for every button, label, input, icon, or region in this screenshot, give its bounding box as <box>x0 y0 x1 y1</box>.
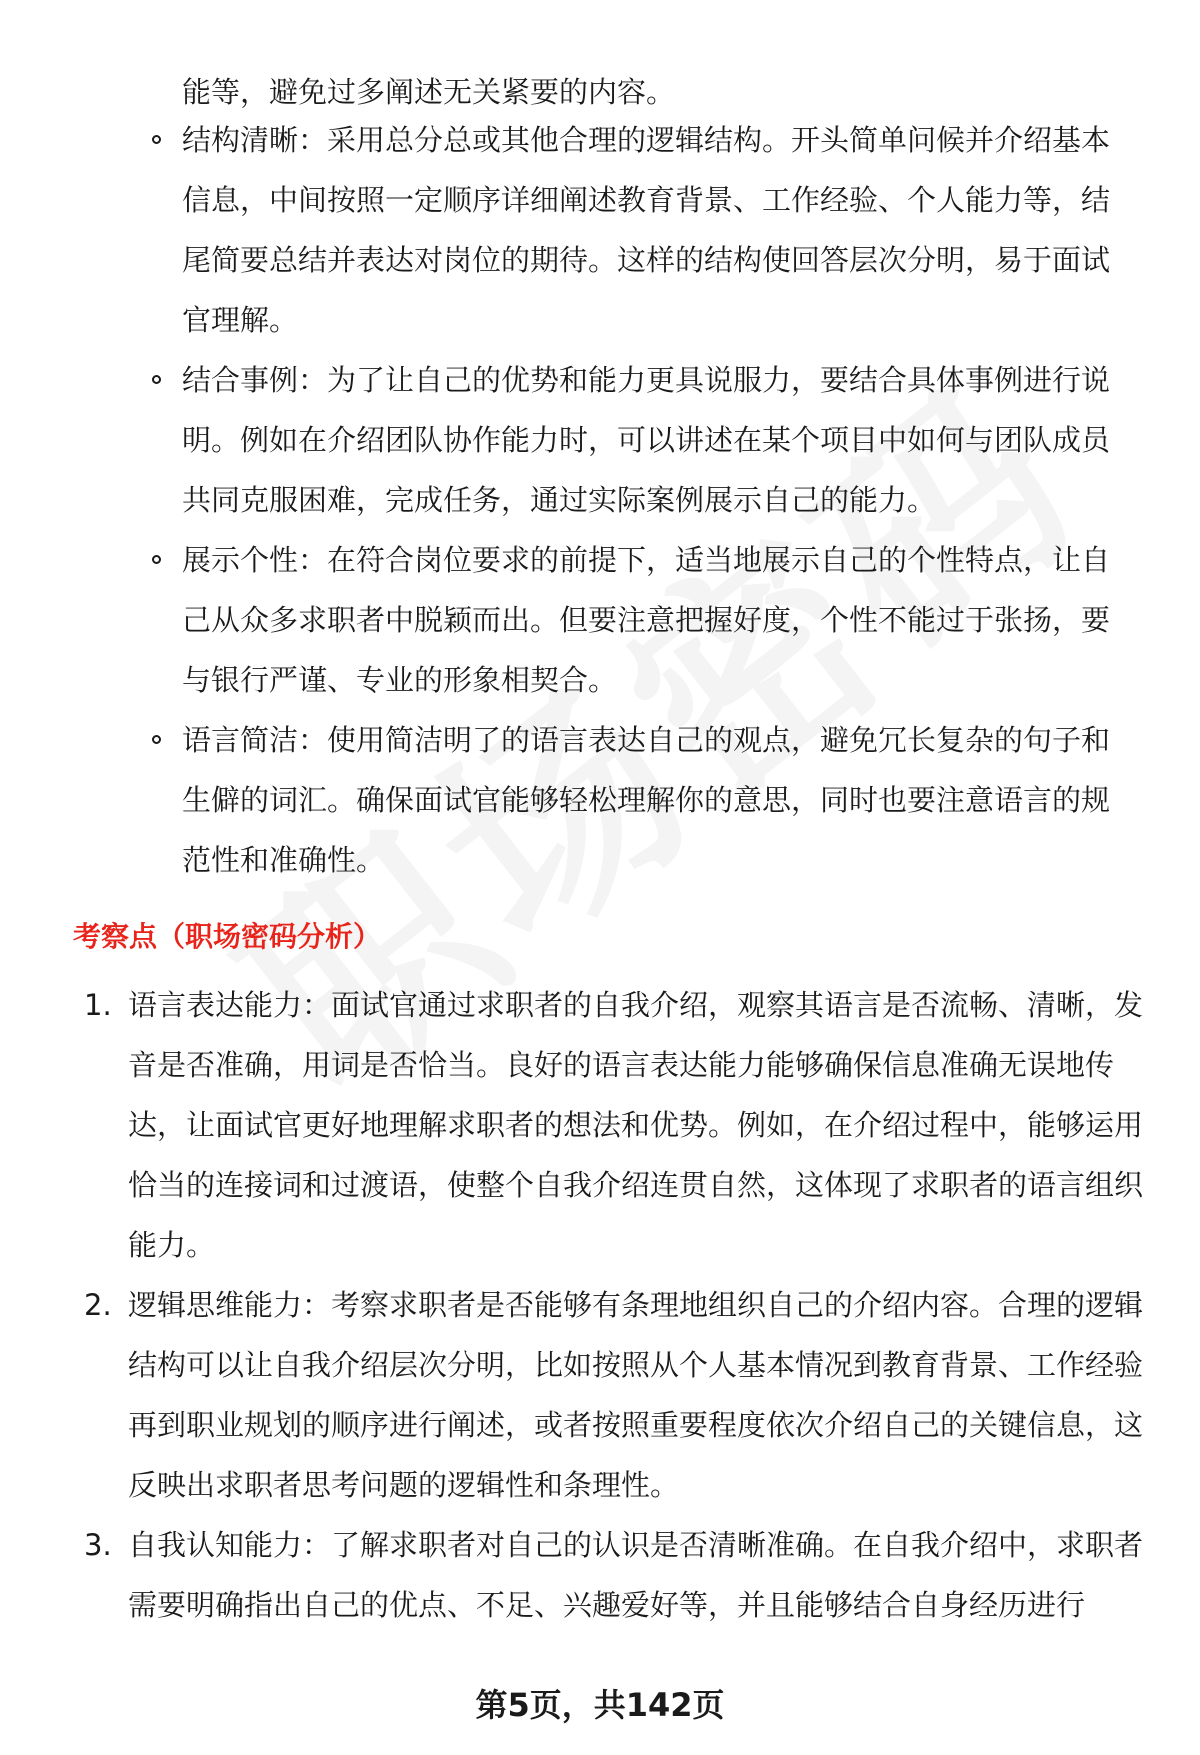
bullet-list <box>138 110 1138 890</box>
continuation-text: 能等，避免过多阐述无关紧要的内容。 <box>182 75 676 109</box>
list-item <box>138 530 1138 710</box>
list-item <box>84 1275 1144 1515</box>
bullet-text: 展示个性：在符合岗位要求的前提下，适当地展示自己的个性特点，让自己从众多求职者中脱颖而出。但要注意把握好度，个性不能过于张扬，要与银行严谨、专业的形象相契合。 <box>182 543 1111 697</box>
item-number: 2. <box>84 1288 112 1322</box>
section-title: 考察点（职场密码分析） <box>73 920 382 953</box>
item-text: 逻辑思维能力：考察求职者是否能够有条理地组织自己的介绍内容。合理的逻辑结构可以让自我介绍层次分明，比如按照从个人基本情况到教育背景、工作经验再到职业规划的顺序进行阐述，或者按照重要程度依次介绍自己的关键信息，这反映出求职者思考问题的逻辑性和条理性。 <box>128 1288 1144 1502</box>
numbered-list <box>84 975 1144 1635</box>
list-item <box>138 710 1138 890</box>
bullet-circle-icon <box>152 555 161 564</box>
bullet-circle-icon <box>152 135 161 144</box>
item-text: 语言表达能力：面试官通过求职者的自我介绍，观察其语言是否流畅、清晰，发音是否准确，用词是否恰当。良好的语言表达能力能够确保信息准确无误地传达，让面试官更好地理解求职者的想法和优势。例如，在介绍过程中，能够运用恰当的连接词和过渡语，使整个自我介绍连贯自然，这体现了求职者的语言组织能力。 <box>128 988 1144 1262</box>
item-number: 1. <box>84 988 112 1022</box>
bullet-text: 结合事例：为了让自己的优势和能力更具说服力，要结合具体事例进行说明。例如在介绍团队协作能力时，可以讲述在某个项目中如何与团队成员共同克服困难，完成任务，通过实际案例展示自己的能力。 <box>182 363 1111 517</box>
item-number: 3. <box>84 1528 112 1562</box>
bullet-circle-icon <box>152 375 161 384</box>
list-item <box>84 975 1144 1275</box>
list-item <box>84 1515 1144 1635</box>
item-text: 自我认知能力：了解求职者对自己的认识是否清晰准确。在自我介绍中，求职者需要明确指出自己的优点、不足、兴趣爱好等，并且能够结合自身经历进行 <box>128 1528 1144 1622</box>
list-item <box>138 350 1138 530</box>
bullet-text: 结构清晰：采用总分总或其他合理的逻辑结构。开头简单问候并介绍基本信息，中间按照一定顺序详细阐述教育背景、工作经验、个人能力等，结尾简要总结并表达对岗位的期待。这样的结构使回答层次分明，易于面试官理解。 <box>182 123 1111 337</box>
bullet-circle-icon <box>152 735 161 744</box>
bullet-text: 语言简洁：使用简洁明了的语言表达自己的观点，避免冗长复杂的句子和生僻的词汇。确保面试官能够轻松理解你的意思，同时也要注意语言的规范性和准确性。 <box>182 723 1111 877</box>
page-footer: 第5页，共142页 <box>475 1686 725 1724</box>
list-item <box>138 110 1138 350</box>
